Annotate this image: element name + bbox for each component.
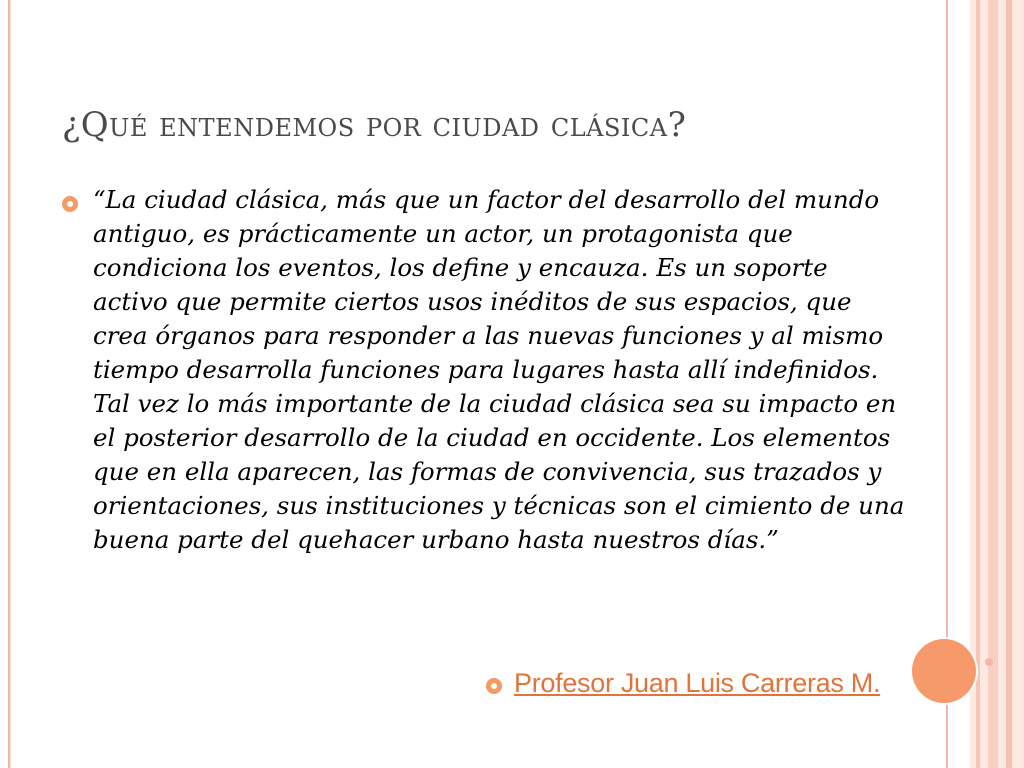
bullet-icon [62,196,78,212]
left-frame-inner-line [10,0,11,768]
right-band-stripe-2 [988,0,998,768]
right-band-stripe-1 [976,0,980,768]
orange-circle-icon [912,639,976,703]
right-band-stripe-3 [1006,0,1012,768]
quote-paragraph-2: Tal vez lo más importante de la ciudad clásica sea su impacto en el posterior desarrollo de la ciudad en occidente. Los elementos que en ella aparecen, las formas de convivencia, sus trazados y orientaciones, sus instituciones y técnicas son el cimiento de una buena parte del quehacer urbano hasta nuestros días.” [93,389,905,554]
small-dot-icon [985,658,993,666]
slide-title: ¿Qué entendemos por ciudad clásica? [62,105,687,145]
bullet-icon [486,678,502,694]
quote-block [93,183,908,557]
author-link[interactable]: Profesor Juan Luis Carreras M. [514,668,881,698]
quote-paragraph-1: “La ciudad clásica, más que un factor del desarrollo del mundo antiguo, es prácticamente un actor, un protagonista que condiciona los eventos, los define y encauza. Es un soporte activo que permite ciertos usos inéditos de sus espacios, que crea órganos para responder a las nuevas funciones y al mismo tiempo desarrolla funciones para lugares hasta allí indefinidos. [93,185,884,384]
